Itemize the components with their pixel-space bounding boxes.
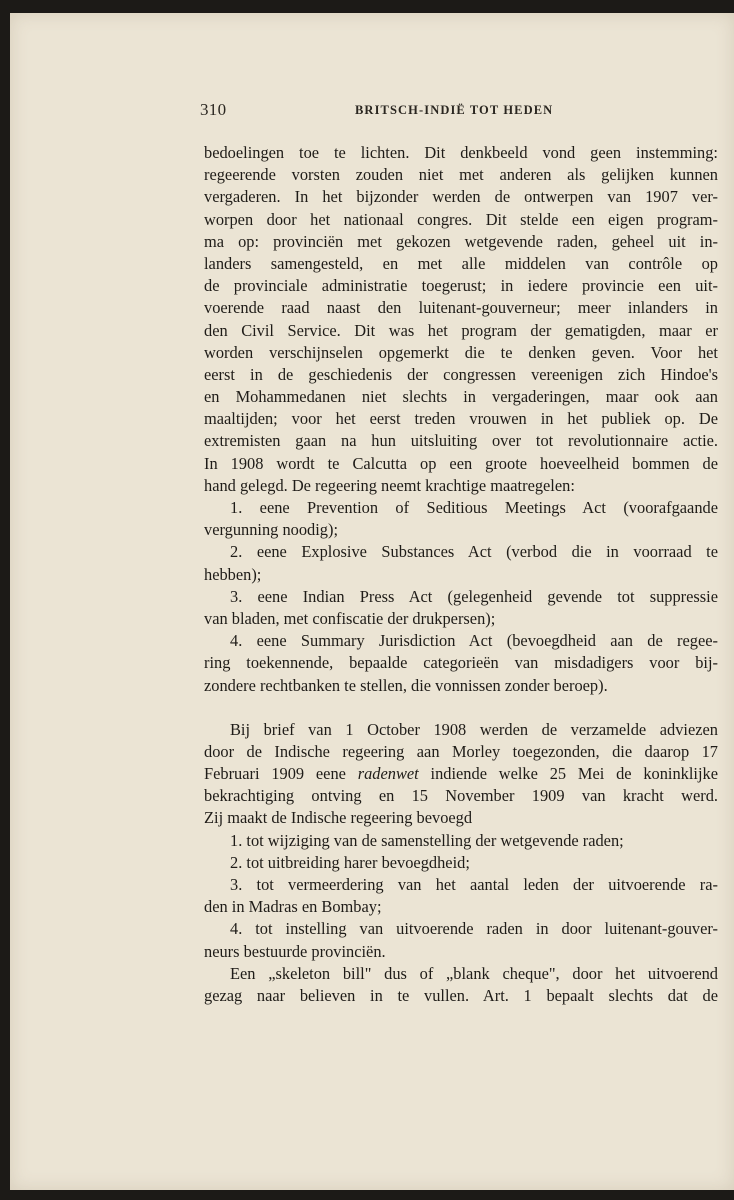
page-number: 310	[200, 100, 227, 119]
text-line: landers samengesteld, en met alle middelen van contrôle op	[204, 253, 718, 273]
text-line: Zij maakt de Indische regeering bevoegd	[204, 808, 473, 828]
text-line: bekrachtiging ontving en 15 November 1909 van kracht werd.	[204, 786, 718, 806]
measure-item-continued: ring toekennende, bepaalde categorieën van misdadigers voor bij-	[204, 653, 718, 673]
text-run: Februari 1909 eene	[204, 764, 358, 784]
text-line: gezag naar believen in te vullen. Art. 1 bepaalt slechts dat de	[204, 985, 718, 1005]
text-line: voerende raad naast den luitenant-gouverneur; meer inlanders in	[204, 298, 718, 318]
text-line: de provinciale administratie toegerust; in iedere provincie een uit-	[204, 276, 718, 296]
book-page	[10, 13, 734, 1190]
text-line: door de Indische regeering aan Morley toegezonden, die daarop 17	[204, 741, 718, 761]
measure-item-continued: zondere rechtbanken te stellen, die vonnissen zonder beroep).	[204, 675, 608, 695]
measure-item: 4. eene Summary Jurisdiction Act (bevoegdheid aan de regee-	[230, 631, 718, 651]
text-line: en Mohammedanen niet slechts in vergaderingen, maar ook aan	[204, 387, 718, 407]
text-line: hand gelegd. De regeering neemt krachtige maatregelen:	[204, 475, 575, 495]
text-line: ma op: provinciën met gekozen wetgevende raden, geheel uit in-	[204, 231, 718, 251]
text-line: den Civil Service. Dit was het program der gematigden, maar er	[204, 320, 718, 340]
power-item: 2. tot uitbreiding harer bevoegdheid;	[230, 852, 470, 872]
text-line: worden verschijnselen opgemerkt die te denken geven. Voor het	[204, 342, 718, 362]
measure-item-continued: hebben);	[204, 564, 262, 584]
italic-term: radenwet	[357, 764, 419, 784]
measure-item: 3. eene Indian Press Act (gelegenheid gevende tot suppressie	[230, 586, 718, 606]
measure-item: 1. eene Prevention of Seditious Meetings Act (voorafgaande	[230, 498, 718, 517]
body-text	[204, 142, 718, 1007]
running-head: BRITSCH-INDIË TOT HEDEN	[355, 103, 554, 117]
text-line: vergaderen. In het bijzonder werden de ontwerpen van 1907 ver-	[204, 187, 718, 207]
text-line	[204, 763, 718, 785]
text-line: worpen door het nationaal congres. Dit stelde een eigen program-	[204, 209, 718, 229]
measure-item-continued: vergunning noodig);	[204, 520, 338, 540]
text-line: Een „skeleton bill" dus of „blank cheque", door het uitvoerend	[230, 963, 718, 983]
power-item: 3. tot vermeerdering van het aantal leden der uitvoerende ra-	[230, 875, 718, 894]
text-line: regeerende vorsten zouden niet met anderen als gelijken kunnen	[204, 165, 718, 185]
text-line: eerst in de geschiedenis der congressen vereenigen zich Hindoe's	[204, 364, 718, 384]
power-item-continued: neurs bestuurde provinciën.	[204, 941, 386, 961]
text-run: indiende welke 25 Mei de koninklijke	[418, 764, 718, 784]
power-item: 1. tot wijziging van de samenstelling der wetgevende raden;	[230, 830, 624, 850]
text-line: maaltijden; voor het eerst treden vrouwen in het publiek op. De	[204, 409, 718, 429]
power-item-continued: den in Madras en Bombay;	[204, 897, 382, 917]
text-line: In 1908 wordt te Calcutta op een groote hoeveelheid bommen de	[204, 453, 718, 473]
text-line: bedoelingen toe te lichten. Dit denkbeeld vond geen instemming:	[204, 143, 718, 162]
measure-item: 2. eene Explosive Substances Act (verbod die in voorraad te	[230, 542, 718, 562]
power-item: 4. tot instelling van uitvoerende raden in door luitenant-gouver-	[230, 919, 718, 939]
text-line: extremisten gaan na hun uitsluiting over tot revolutionnaire actie.	[204, 431, 718, 451]
measure-item-continued: van bladen, met confiscatie der drukpersen);	[204, 608, 496, 628]
text-line: Bij brief van 1 October 1908 werden de verzamelde adviezen	[230, 719, 718, 739]
paragraph-gap	[204, 697, 718, 719]
